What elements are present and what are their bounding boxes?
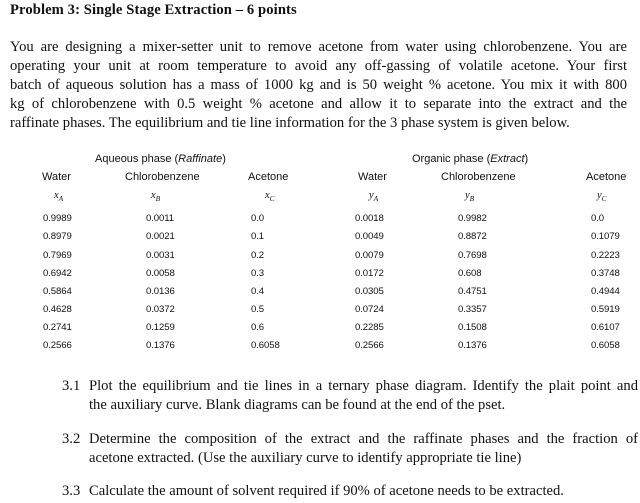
table-cell: 0.9982 — [458, 213, 487, 224]
aqueous-header-italic: Raffinate — [178, 153, 223, 165]
question-line: the auxiliary curve. Blank diagrams can be found at the end of the pset. — [89, 397, 506, 413]
column-header: Chlorobenzene — [441, 171, 516, 183]
table-cell: 0.3748 — [591, 268, 620, 279]
question-line: Determine the composition of the extract and the raffinate phases and the fraction of — [89, 431, 638, 447]
organic-header-suffix: ) — [524, 153, 529, 165]
table-cell: 0.2285 — [355, 322, 384, 333]
question-number: 3.3 — [62, 483, 81, 499]
column-symbol — [54, 190, 63, 203]
table-cell: 0.0 — [251, 213, 265, 224]
problem-statement — [10, 38, 627, 133]
symbol-subscript: B — [469, 194, 475, 204]
column-symbol — [151, 190, 160, 203]
table-cell: 0.4628 — [43, 304, 72, 315]
statement-line: kg of chlorobenzene with 0.5 weight % acetone and allow it to separate into the extract and the — [10, 96, 627, 112]
symbol-subscript: A — [373, 194, 379, 204]
table-cell: 0.0021 — [146, 231, 175, 242]
table-cell: 0.4751 — [458, 286, 487, 297]
table-cell: 0.8872 — [458, 231, 487, 242]
question-text — [89, 377, 638, 415]
symbol-letter: y — [597, 190, 602, 201]
symbol-letter: x — [265, 190, 270, 201]
symbol-subscript: A — [58, 194, 64, 204]
table-cell: 0.0079 — [355, 250, 384, 261]
table-cell: 0.3 — [251, 268, 265, 279]
table-cell: 0.0058 — [146, 268, 175, 279]
equilibrium-table — [0, 150, 640, 360]
table-cell: 0.0011 — [146, 213, 175, 224]
question-number: 3.2 — [62, 431, 81, 447]
table-cell: 0.6 — [251, 322, 265, 333]
statement-line: batch of aqueous solution has a mass of 1000 kg and is 50 weight % acetone. You mix it with 800 — [10, 77, 627, 93]
table-cell: 0.1376 — [458, 340, 487, 351]
question-line: Calculate the amount of solvent required if 90% of acetone needs to be extracted. — [89, 483, 564, 499]
table-cell: 0.7698 — [458, 250, 487, 261]
table-cell: 0.5919 — [591, 304, 620, 315]
problem-title: Problem 3: Single Stage Extraction – 6 points — [10, 2, 297, 18]
question-text — [89, 482, 638, 501]
column-symbol — [265, 190, 275, 203]
symbol-letter: y — [465, 190, 470, 201]
column-header: Chlorobenzene — [125, 171, 200, 183]
symbol-letter: x — [151, 190, 156, 201]
table-cell: 0.4 — [251, 286, 265, 297]
table-cell: 0.1259 — [146, 322, 175, 333]
column-symbol — [597, 190, 607, 203]
question-line: Plot the equilibrium and tie lines in a ternary phase diagram. Identify the plait point and — [89, 378, 638, 394]
table-cell: 0.3357 — [458, 304, 487, 315]
table-cell: 0.8979 — [43, 231, 72, 242]
symbol-letter: x — [54, 190, 59, 201]
question-number: 3.1 — [62, 378, 81, 394]
table-cell: 0.1 — [251, 231, 265, 242]
column-header: Acetone — [586, 171, 627, 183]
table-cell: 0.0031 — [146, 250, 175, 261]
table-cell: 0.0049 — [355, 231, 384, 242]
table-cell: 0.0305 — [355, 286, 384, 297]
table-cell: 0.2223 — [591, 250, 620, 261]
table-cell: 0.0136 — [146, 286, 175, 297]
table-cell: 0.4944 — [591, 286, 620, 297]
table-cell: 0.7969 — [43, 250, 72, 261]
table-cell: 0.0018 — [355, 213, 384, 224]
table-cell: 0.9989 — [43, 213, 72, 224]
table-cell: 0.1376 — [146, 340, 175, 351]
column-header: Acetone — [248, 171, 289, 183]
symbol-subscript: C — [601, 194, 607, 204]
table-cell: 0.608 — [458, 268, 482, 279]
column-symbol — [369, 190, 378, 203]
column-symbol — [465, 190, 474, 203]
statement-line: raffinate phases. The equilibrium and tie line information for the 3 phase system is given below. — [10, 115, 570, 131]
table-cell: 0.6942 — [43, 268, 72, 279]
table-cell: 0.0 — [591, 213, 605, 224]
table-cell: 0.6107 — [591, 322, 620, 333]
organic-phase-header — [412, 153, 528, 165]
column-header: Water — [358, 171, 387, 183]
table-cell: 0.5864 — [43, 286, 72, 297]
table-cell: 0.1079 — [591, 231, 620, 242]
symbol-subscript: B — [155, 194, 161, 204]
column-header: Water — [42, 171, 71, 183]
statement-line: You are designing a mixer-setter unit to remove acetone from water using chlorobenzene. You are — [10, 39, 627, 55]
table-cell: 0.0724 — [355, 304, 384, 315]
table-cell: 0.6058 — [251, 340, 280, 351]
symbol-letter: y — [369, 190, 374, 201]
table-cell: 0.5 — [251, 304, 265, 315]
statement-line: operating your unit at room temperature to avoid any off-gassing of volatile acetone. Your first — [10, 58, 627, 74]
table-cell: 0.0172 — [355, 268, 384, 279]
symbol-subscript: C — [269, 194, 275, 204]
table-cell: 0.2566 — [43, 340, 72, 351]
organic-header-prefix: Organic phase ( — [412, 153, 491, 165]
table-cell: 0.6058 — [591, 340, 620, 351]
table-cell: 0.2 — [251, 250, 265, 261]
aqueous-header-prefix: Aqueous phase ( — [95, 153, 179, 165]
aqueous-header-suffix: ) — [222, 153, 226, 165]
table-cell: 0.2566 — [355, 340, 384, 351]
table-cell: 0.0372 — [146, 304, 175, 315]
aqueous-phase-header — [95, 153, 226, 165]
question-text — [89, 430, 638, 468]
table-cell: 0.1508 — [458, 322, 487, 333]
question-line: acetone extracted. (Use the auxiliary curve to identify appropriate tie line) — [89, 450, 522, 466]
table-cell: 0.2741 — [43, 322, 72, 333]
organic-header-italic: Extract — [490, 153, 525, 165]
